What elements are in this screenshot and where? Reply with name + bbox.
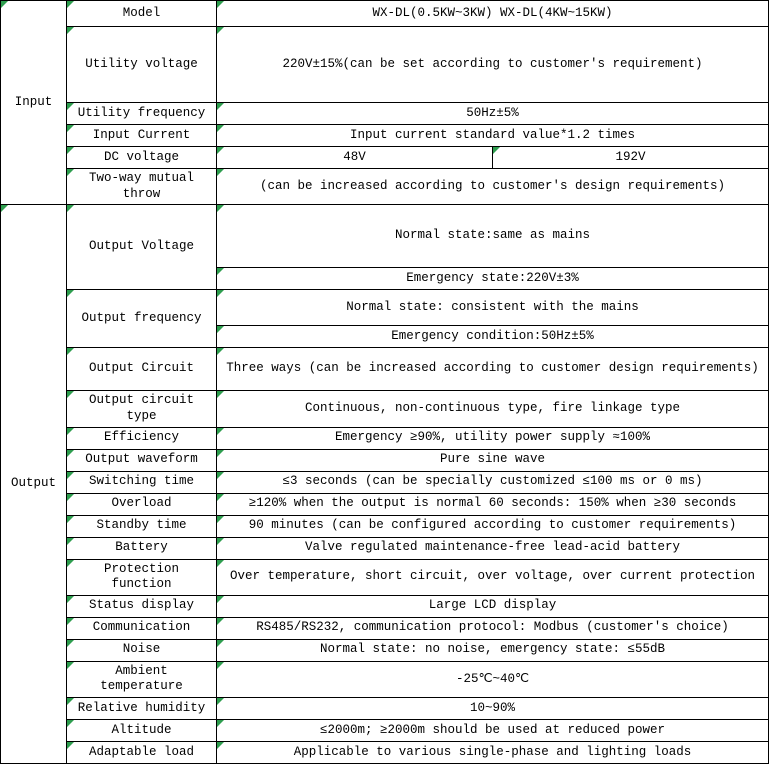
table-row (1, 515, 769, 537)
table-row (1, 290, 769, 326)
table-row (1, 742, 769, 764)
row-label-battery: Battery (67, 537, 217, 559)
table-row (1, 27, 769, 103)
row-value-utility-voltage: 220V±15%(can be set according to customer's requirement) (217, 27, 769, 103)
table-row (1, 617, 769, 639)
table-row (1, 493, 769, 515)
row-value-overload: ≥120% when the output is normal 60 seconds: 150% when ≥30 seconds (217, 493, 769, 515)
row-label-altitude: Altitude (67, 720, 217, 742)
row-value-standby-time: 90 minutes (can be configured according to customer requirements) (217, 515, 769, 537)
row-value-dc-voltage-high: 192V (493, 147, 769, 169)
row-value-output-voltage-normal: Normal state:same as mains (217, 205, 769, 268)
row-label-efficiency: Efficiency (67, 427, 217, 449)
row-label-two-way-mutual-throw: Two-way mutual throw (67, 169, 217, 205)
table-row (1, 559, 769, 595)
row-value-output-circuit-type: Continuous, non-continuous type, fire linkage type (217, 391, 769, 427)
row-value-noise: Normal state: no noise, emergency state: ≤55dB (217, 639, 769, 661)
row-value-switching-time: ≤3 seconds (can be specially customized ≤100 ms or 0 ms) (217, 471, 769, 493)
row-label-output-circuit: Output Circuit (67, 348, 217, 391)
row-value-altitude: ≤2000m; ≥2000m should be used at reduced power (217, 720, 769, 742)
row-value-ambient-temperature: -25℃~40℃ (217, 661, 769, 697)
row-label-output-circuit-type: Output circuit type (67, 391, 217, 427)
row-value-efficiency: Emergency ≥90%, utility power supply ≈100% (217, 427, 769, 449)
row-value-output-circuit: Three ways (can be increased according to customer design requirements) (217, 348, 769, 391)
table-row (1, 639, 769, 661)
row-label-output-waveform: Output waveform (67, 449, 217, 471)
section-label-input: Input (1, 1, 67, 205)
table-row (1, 205, 769, 268)
table-row (1, 348, 769, 391)
row-value-input-current: Input current standard value*1.2 times (217, 125, 769, 147)
table-row (1, 471, 769, 493)
row-value-battery: Valve regulated maintenance-free lead-acid battery (217, 537, 769, 559)
row-label-overload: Overload (67, 493, 217, 515)
row-label-communication: Communication (67, 617, 217, 639)
row-value-protection-function: Over temperature, short circuit, over voltage, over current protection (217, 559, 769, 595)
table-row (1, 125, 769, 147)
row-value-adaptable-load: Applicable to various single-phase and lighting loads (217, 742, 769, 764)
row-value-output-frequency-emergency: Emergency condition:50Hz±5% (217, 326, 769, 348)
row-value-status-display: Large LCD display (217, 595, 769, 617)
row-label-relative-humidity: Relative humidity (67, 698, 217, 720)
row-label-utility-frequency: Utility frequency (67, 103, 217, 125)
table-row (1, 1, 769, 27)
row-value-model: WX-DL(0.5KW~3KW) WX-DL(4KW~15KW) (217, 1, 769, 27)
row-label-utility-voltage: Utility voltage (67, 27, 217, 103)
row-value-communication: RS485/RS232, communication protocol: Modbus (customer's choice) (217, 617, 769, 639)
row-value-relative-humidity: 10~90% (217, 698, 769, 720)
row-value-utility-frequency: 50Hz±5% (217, 103, 769, 125)
row-label-standby-time: Standby time (67, 515, 217, 537)
row-label-input-current: Input Current (67, 125, 217, 147)
table-row (1, 698, 769, 720)
section-label-output: Output (1, 205, 67, 764)
row-label-output-frequency: Output frequency (67, 290, 217, 348)
row-label-switching-time: Switching time (67, 471, 217, 493)
table-row (1, 103, 769, 125)
table-row (1, 661, 769, 697)
table-row (1, 427, 769, 449)
table-row (1, 391, 769, 427)
table-row (1, 169, 769, 205)
table-row (1, 720, 769, 742)
table-row (1, 595, 769, 617)
row-label-model: Model (67, 1, 217, 27)
row-value-output-waveform: Pure sine wave (217, 449, 769, 471)
row-label-output-voltage: Output Voltage (67, 205, 217, 290)
table-row (1, 147, 769, 169)
row-label-noise: Noise (67, 639, 217, 661)
table-row (1, 449, 769, 471)
row-value-output-frequency-normal: Normal state: consistent with the mains (217, 290, 769, 326)
row-label-ambient-temperature: Ambient temperature (67, 661, 217, 697)
row-value-dc-voltage-low: 48V (217, 147, 493, 169)
row-label-adaptable-load: Adaptable load (67, 742, 217, 764)
table-row (1, 537, 769, 559)
row-label-status-display: Status display (67, 595, 217, 617)
row-value-output-voltage-emergency: Emergency state:220V±3% (217, 268, 769, 290)
row-label-protection-function: Protection function (67, 559, 217, 595)
row-value-two-way-mutual-throw: (can be increased according to customer's design requirements) (217, 169, 769, 205)
row-label-dc-voltage: DC voltage (67, 147, 217, 169)
